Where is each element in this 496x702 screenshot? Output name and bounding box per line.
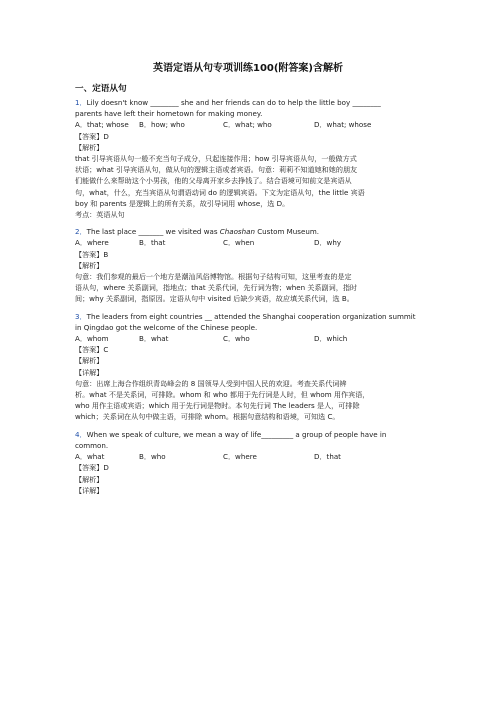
question-stem-line [75,311,420,322]
analysis-line: 句意：我们参观的最后一个地方是潮汕风俗博物馆。根据句子结构可知，这里考查的是定 [75,272,352,282]
question-stem-line [75,429,420,440]
answer-options [75,237,420,248]
option-a: A．that; whose [75,120,129,130]
answer-options [75,333,420,344]
question-stem-line: in Qingdao got the welcome of the Chinese people. [75,322,258,332]
option-d: D．which [314,334,348,344]
question-stem-text: The last place _______ we visited was [86,227,220,237]
question-stem-text: When we speak of culture, we mean a way of life_________ a group of people have in [86,429,387,439]
question-4 [75,429,420,496]
analysis-line: 句，what，什么，充当宾语从句谓语动词 do 的逻辑宾语。下文为定语从句，the little 宾语 [75,187,365,197]
analysis-line: 间；why 关系副词，指原因。定语从句中 visited 后缺少宾语，故应填关系代词，选 B。 [75,294,354,304]
analysis-line: which；关系词在从句中做主语，可排除 whom。根据句意结构和语境，可知选 C。 [75,412,340,422]
analysis-line: boy 和 parents 是逻辑上的所有关系，故引导词用 whose，选 D。 [75,198,290,208]
question-stem-line: common. [75,440,109,450]
option-a: A．what [75,452,105,462]
option-c: C．where [223,452,257,462]
analysis-label: 【解析】 [75,474,104,484]
answer-options [75,451,420,462]
option-d: D．that [314,452,341,462]
option-a: A．where [75,238,109,248]
option-d: D．why [314,238,342,248]
answer-options [75,119,420,130]
question-stem-italic: Chaoshan [219,227,255,237]
analysis-line: 语从句，where 关系副词，指地点；that 关系代词，先行词为物；when 关系副词，指时 [75,283,358,293]
question-stem-line: parents have left their hometown for making money. [75,109,263,119]
option-b: B．who [139,452,166,462]
option-b: B．what [139,334,169,344]
analysis-line: 句意：出席上海合作组织青岛峰会的 8 国领导人受到中国人民的欢迎。考查关系代词辨 [75,378,347,388]
analysis-label: 【解析】 [75,142,104,152]
question-stem-line [75,226,420,237]
analysis-label: 【解析】 [75,356,104,366]
option-c: C．who [223,334,250,344]
analysis-line: 们能做什么来帮助这个小男孩，他的父母离开家乡去挣钱了。结合语境可知前文是宾语从 [75,176,352,186]
kaodian-note: 考点：英语从句 [75,210,125,220]
questions-container [75,97,420,496]
analysis-line: that 引导宾语从句一般不充当句子成分，只起连接作用；how 引导宾语从句，一般做方式 [75,154,357,164]
question-number: 2． [75,227,87,237]
option-c: C．when [223,238,255,248]
answer-label: 【答案】D [75,131,109,141]
question-number: 1． [75,98,87,107]
option-a: A．whom [75,334,109,344]
option-c: C．what; who [223,120,272,130]
analysis-label: 【解析】 [75,260,104,270]
question-1 [75,97,420,220]
question-3 [75,311,420,423]
analysis-line: who 用作主语或宾语；which 用于先行词是物时。本句先行词 The leaders 是人，可排除 [75,401,360,411]
question-number: 3． [75,311,87,321]
document-title: 英语定语从句专项训练100(附答案)含解析 [152,63,343,74]
question-stem-text: Lily doesn't know ________ she and her friends can do to help the little boy ________ [86,98,381,107]
option-b: B．that [139,238,166,248]
option-b: B．how; who [139,120,185,130]
question-2 [75,226,420,304]
question-stem-line [75,97,420,108]
option-d: D．what; whose [314,120,372,130]
question-stem-text: The leaders from eight countries __ attended the Shanghai cooperation organization summit [86,311,416,321]
question-stem-text: Custom Museum. [254,227,319,237]
answer-label: 【答案】D [75,463,109,473]
detail-label: 【详解】 [75,367,104,377]
detail-label: 【详解】 [75,485,104,495]
analysis-line: 状语；what 引导宾语从句，做从句的逻辑主语或者宾语。句意：莉莉不知道她和她的朋友 [75,165,358,175]
answer-label: 【答案】B [75,249,109,259]
question-number: 4． [75,429,87,439]
answer-label: 【答案】C [75,345,109,355]
analysis-line: 析。what 不是关系词，可排除。whom 和 who 都用于先行词是人时，但 whom 用作宾语， [75,390,370,400]
section-heading: 一、定语从句 [75,84,127,94]
